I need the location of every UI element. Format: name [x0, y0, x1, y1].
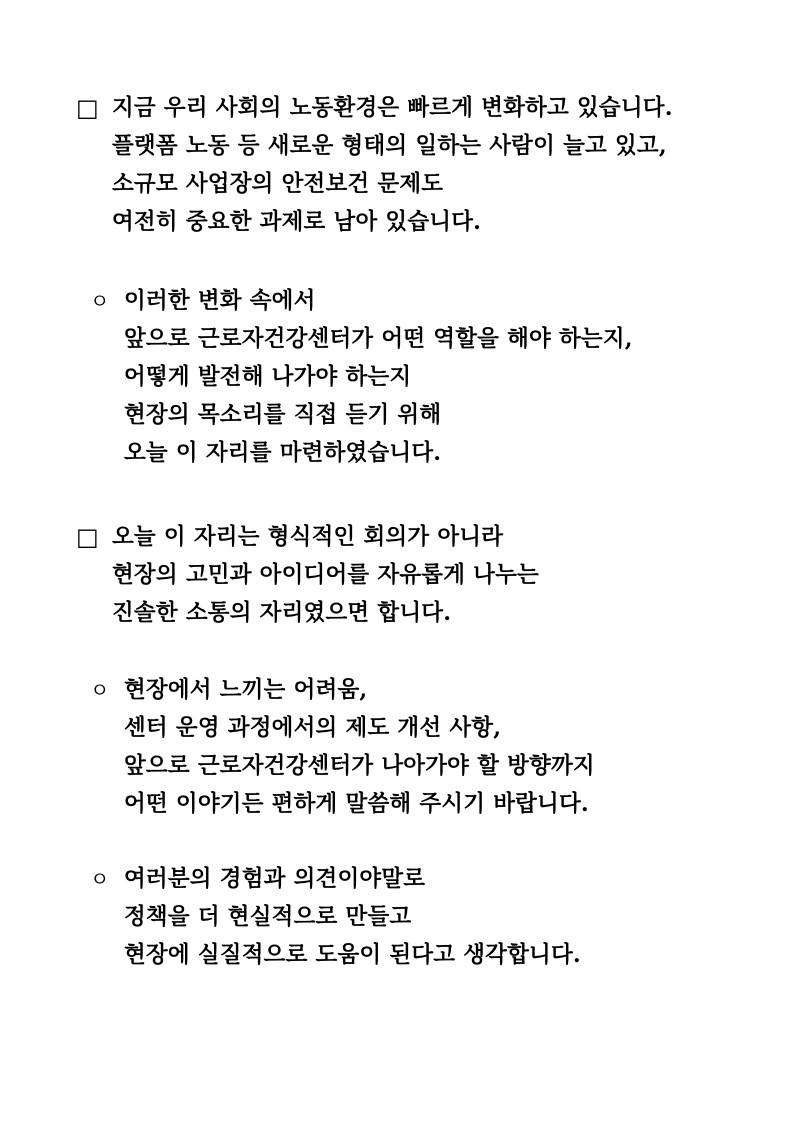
- circle-bullet-marker: ㅇ: [90, 678, 110, 702]
- text-line: 현장에서 느끼는 어려움,: [124, 677, 368, 703]
- text-line: 진솔한 소통의 자리였으면 합니다.: [112, 600, 452, 626]
- section-text-2: [124, 282, 633, 472]
- text-line: 소규모 사업장의 안전보건 문제도: [112, 171, 444, 197]
- text-line: 오늘 이 자리는 형식적인 회의가 아니라: [112, 524, 504, 550]
- text-line: 이러한 변화 속에서: [124, 288, 316, 314]
- text-line: 어떤 이야기든 편하게 말씀해 주시기 바랍니다.: [124, 791, 589, 817]
- section-text-3: [112, 518, 539, 632]
- text-line: 앞으로 근로자건강센터가 어떤 역할을 해야 하는지,: [124, 326, 633, 352]
- section-text-4: [124, 671, 595, 823]
- text-line: 정책을 더 현실적으로 만들고: [124, 904, 412, 930]
- square-bullet-marker: □: [76, 523, 99, 551]
- text-line: 현장에 실질적으로 도움이 된다고 생각합니다.: [124, 942, 581, 968]
- circle-bullet-marker: ㅇ: [90, 289, 110, 313]
- text-line: 앞으로 근로자건강센터가 나아가야 할 방향까지: [124, 753, 595, 779]
- section-text-1: [112, 89, 673, 241]
- circle-bullet-marker: ㅇ: [90, 867, 110, 891]
- text-line: 현장의 고민과 아이디어를 자유롭게 나누는: [112, 562, 539, 588]
- text-line: 오늘 이 자리를 마련하였습니다.: [124, 440, 442, 466]
- section-text-5: [124, 860, 581, 974]
- text-line: 센터 운영 과정에서의 제도 개선 사항,: [124, 715, 502, 741]
- text-line: 여전히 중요한 과제로 남아 있습니다.: [112, 209, 482, 235]
- text-line: 플랫폼 노동 등 새로운 형태의 일하는 사람이 늘고 있고,: [112, 133, 667, 159]
- text-line: 지금 우리 사회의 노동환경은 빠르게 변화하고 있습니다.: [112, 95, 673, 121]
- text-line: 어떻게 발전해 나가야 하는지: [124, 364, 412, 390]
- square-bullet-marker: □: [76, 94, 99, 122]
- text-line: 현장의 목소리를 직접 듣기 위해: [124, 402, 442, 428]
- text-line: 여러분의 경험과 의견이야말로: [124, 866, 426, 892]
